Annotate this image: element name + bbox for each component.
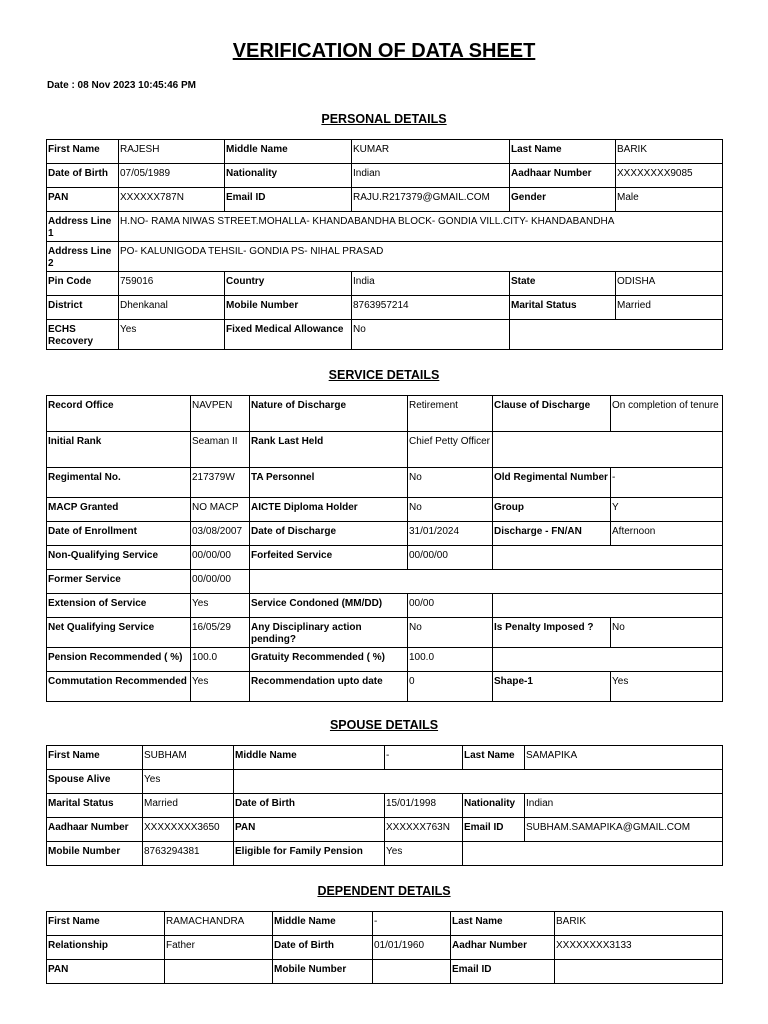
penalty-imposed-label: Is Penalty Imposed ? xyxy=(493,618,611,648)
dob-label: Date of Birth xyxy=(47,164,119,188)
net-qualifying-service-value: 16/05/29 xyxy=(191,618,250,648)
middle-name-label: Middle Name xyxy=(225,140,352,164)
date-of-discharge-value: 31/01/2024 xyxy=(408,522,493,546)
table-row xyxy=(47,546,723,570)
table-row xyxy=(47,242,723,272)
spouse-pan-value: XXXXXX763N xyxy=(385,818,463,842)
dependent-dob-label: Date of Birth xyxy=(273,936,373,960)
spouse-alive-label: Spouse Alive xyxy=(47,770,143,794)
dependent-details-table xyxy=(46,911,723,984)
clause-of-discharge-label: Clause of Discharge xyxy=(493,396,611,432)
service-details-heading: SERVICE DETAILS xyxy=(328,368,440,382)
spouse-middle-name-label: Middle Name xyxy=(234,746,385,770)
echs-recovery-value: Yes xyxy=(119,320,225,350)
date-of-enrollment-value: 03/08/2007 xyxy=(191,522,250,546)
table-row xyxy=(47,960,723,984)
dependent-first-name-label: First Name xyxy=(47,912,165,936)
group-value: Y xyxy=(611,498,723,522)
spouse-last-name-label: Last Name xyxy=(463,746,525,770)
regimental-no-label: Regimental No. xyxy=(47,468,191,498)
group-label: Group xyxy=(493,498,611,522)
table-row xyxy=(47,770,723,794)
spouse-first-name-value: SUBHAM xyxy=(143,746,234,770)
gender-label: Gender xyxy=(510,188,616,212)
spouse-email-label: Email ID xyxy=(463,818,525,842)
table-row xyxy=(47,296,723,320)
dependent-middle-name-label: Middle Name xyxy=(273,912,373,936)
nationality-label: Nationality xyxy=(225,164,352,188)
table-row xyxy=(47,468,723,498)
empty-cell xyxy=(234,770,723,794)
gratuity-recommended-value: 100.0 xyxy=(408,648,493,672)
dependent-details-heading: DEPENDENT DETAILS xyxy=(317,884,451,898)
table-row xyxy=(47,672,723,702)
extension-of-service-value: Yes xyxy=(191,594,250,618)
date-of-discharge-label: Date of Discharge xyxy=(250,522,408,546)
mobile-number-value: 8763957214 xyxy=(352,296,510,320)
table-row xyxy=(47,498,723,522)
spouse-email-value: SUBHAM.SAMAPIKA@GMAIL.COM xyxy=(525,818,723,842)
shape-1-label: Shape-1 xyxy=(493,672,611,702)
generated-date: Date : 08 Nov 2023 10:45:46 PM xyxy=(47,80,196,91)
state-label: State xyxy=(510,272,616,296)
shape-1-value: Yes xyxy=(611,672,723,702)
spouse-marital-status-label: Marital Status xyxy=(47,794,143,818)
empty-cell xyxy=(493,432,723,468)
dependent-mobile-value xyxy=(373,960,451,984)
middle-name-value: KUMAR xyxy=(352,140,510,164)
table-row xyxy=(47,842,723,866)
personal-details-heading: PERSONAL DETAILS xyxy=(321,112,447,126)
dependent-email-value xyxy=(555,960,723,984)
aicte-diploma-value: No xyxy=(408,498,493,522)
record-office-label: Record Office xyxy=(47,396,191,432)
pan-label: PAN xyxy=(47,188,119,212)
table-row xyxy=(47,570,723,594)
mobile-number-label: Mobile Number xyxy=(225,296,352,320)
macp-granted-value: NO MACP xyxy=(191,498,250,522)
marital-status-label: Marital Status xyxy=(510,296,616,320)
spouse-dob-label: Date of Birth xyxy=(234,794,385,818)
initial-rank-label: Initial Rank xyxy=(47,432,191,468)
former-service-value: 00/00/00 xyxy=(191,570,250,594)
aadhaar-label: Aadhaar Number xyxy=(510,164,616,188)
former-service-label: Former Service xyxy=(47,570,191,594)
spouse-nationality-label: Nationality xyxy=(463,794,525,818)
ta-personnel-value: No xyxy=(408,468,493,498)
nationality-value: Indian xyxy=(352,164,510,188)
nature-of-discharge-value: Retirement xyxy=(408,396,493,432)
first-name-label: First Name xyxy=(47,140,119,164)
last-name-value: BARIK xyxy=(616,140,723,164)
table-row xyxy=(47,140,723,164)
gender-value: Male xyxy=(616,188,723,212)
country-value: India xyxy=(352,272,510,296)
table-row xyxy=(47,746,723,770)
pin-code-label: Pin Code xyxy=(47,272,119,296)
table-row xyxy=(47,594,723,618)
district-label: District xyxy=(47,296,119,320)
dependent-last-name-label: Last Name xyxy=(451,912,555,936)
marital-status-value: Married xyxy=(616,296,723,320)
echs-recovery-label: ECHS Recovery xyxy=(47,320,119,350)
spouse-pan-label: PAN xyxy=(234,818,385,842)
empty-cell xyxy=(510,320,723,350)
table-row xyxy=(47,618,723,648)
table-row xyxy=(47,320,723,350)
spouse-details-heading: SPOUSE DETAILS xyxy=(329,718,439,732)
table-row xyxy=(47,794,723,818)
spouse-nationality-value: Indian xyxy=(525,794,723,818)
table-row xyxy=(47,164,723,188)
ta-personnel-label: TA Personnel xyxy=(250,468,408,498)
non-qualifying-service-value: 00/00/00 xyxy=(191,546,250,570)
table-row xyxy=(47,212,723,242)
dependent-middle-name-value: - xyxy=(373,912,451,936)
table-row xyxy=(47,936,723,960)
table-row xyxy=(47,648,723,672)
recommendation-upto-date-label: Recommendation upto date xyxy=(250,672,408,702)
spouse-last-name-value: SAMAPIKA xyxy=(525,746,723,770)
rank-last-held-value: Chief Petty Officer xyxy=(408,432,493,468)
address-line-1-value: H.NO- RAMA NIWAS STREET.MOHALLA- KHANDABANDHA BLOCK- GONDIA VILL.CITY- KHANDABANDHA xyxy=(119,212,723,242)
rank-last-held-label: Rank Last Held xyxy=(250,432,408,468)
first-name-value: RAJESH xyxy=(119,140,225,164)
forfeited-service-label: Forfeited Service xyxy=(250,546,408,570)
email-label: Email ID xyxy=(225,188,352,212)
disciplinary-action-label: Any Disciplinary action pending? xyxy=(250,618,408,648)
old-regimental-number-value: - xyxy=(611,468,723,498)
pension-recommended-value: 100.0 xyxy=(191,648,250,672)
table-row xyxy=(47,818,723,842)
personal-details-table xyxy=(46,139,723,350)
email-value: RAJU.R217379@GMAIL.COM xyxy=(352,188,510,212)
empty-cell xyxy=(250,570,723,594)
spouse-marital-status-value: Married xyxy=(143,794,234,818)
table-row xyxy=(47,396,723,432)
address-line-2-value: PO- KALUNIGODA TEHSIL- GONDIA PS- NIHAL PRASAD xyxy=(119,242,723,272)
record-office-value: NAVPEN xyxy=(191,396,250,432)
recommendation-upto-date-value: 0 xyxy=(408,672,493,702)
empty-cell xyxy=(493,648,723,672)
macp-granted-label: MACP Granted xyxy=(47,498,191,522)
spouse-mobile-label: Mobile Number xyxy=(47,842,143,866)
dependent-aadhar-value: XXXXXXXX3133 xyxy=(555,936,723,960)
spouse-first-name-label: First Name xyxy=(47,746,143,770)
discharge-fn-an-label: Discharge - FN/AN xyxy=(493,522,611,546)
family-pension-value: Yes xyxy=(385,842,463,866)
extension-of-service-label: Extension of Service xyxy=(47,594,191,618)
spouse-middle-name-value: - xyxy=(385,746,463,770)
disciplinary-action-value: No xyxy=(408,618,493,648)
pan-value: XXXXXX787N xyxy=(119,188,225,212)
family-pension-label: Eligible for Family Pension xyxy=(234,842,385,866)
spouse-alive-value: Yes xyxy=(143,770,234,794)
forfeited-service-value: 00/00/00 xyxy=(408,546,493,570)
table-row xyxy=(47,272,723,296)
spouse-details-table xyxy=(46,745,723,866)
dependent-last-name-value: BARIK xyxy=(555,912,723,936)
state-value: ODISHA xyxy=(616,272,723,296)
spouse-aadhaar-label: Aadhaar Number xyxy=(47,818,143,842)
district-value: Dhenkanal xyxy=(119,296,225,320)
discharge-fn-an-value: Afternoon xyxy=(611,522,723,546)
last-name-label: Last Name xyxy=(510,140,616,164)
document-title: VERIFICATION OF DATA SHEET xyxy=(232,40,536,62)
dependent-first-name-value: RAMACHANDRA xyxy=(165,912,273,936)
dependent-pan-label: PAN xyxy=(47,960,165,984)
regimental-no-value: 217379W xyxy=(191,468,250,498)
service-condoned-label: Service Condoned (MM/DD) xyxy=(250,594,408,618)
empty-cell xyxy=(463,842,723,866)
nature-of-discharge-label: Nature of Discharge xyxy=(250,396,408,432)
service-condoned-value: 00/00 xyxy=(408,594,493,618)
dependent-dob-value: 01/01/1960 xyxy=(373,936,451,960)
clause-of-discharge-value: On completion of tenure xyxy=(611,396,723,432)
table-row xyxy=(47,432,723,468)
table-row xyxy=(47,188,723,212)
dependent-email-label: Email ID xyxy=(451,960,555,984)
empty-cell xyxy=(493,594,723,618)
dob-value: 07/05/1989 xyxy=(119,164,225,188)
table-row xyxy=(47,522,723,546)
aicte-diploma-label: AICTE Diploma Holder xyxy=(250,498,408,522)
dependent-pan-value xyxy=(165,960,273,984)
initial-rank-value: Seaman II xyxy=(191,432,250,468)
aadhaar-value: XXXXXXXX9085 xyxy=(616,164,723,188)
pension-recommended-label: Pension Recommended ( %) xyxy=(47,648,191,672)
non-qualifying-service-label: Non-Qualifying Service xyxy=(47,546,191,570)
dependent-aadhar-label: Aadhar Number xyxy=(451,936,555,960)
commutation-recommended-value: Yes xyxy=(191,672,250,702)
date-of-enrollment-label: Date of Enrollment xyxy=(47,522,191,546)
old-regimental-number-label: Old Regimental Number xyxy=(493,468,611,498)
gratuity-recommended-label: Gratuity Recommended ( %) xyxy=(250,648,408,672)
fixed-medical-allowance-value: No xyxy=(352,320,510,350)
relationship-value: Father xyxy=(165,936,273,960)
spouse-aadhaar-value: XXXXXXXX3650 xyxy=(143,818,234,842)
country-label: Country xyxy=(225,272,352,296)
penalty-imposed-value: No xyxy=(611,618,723,648)
dependent-mobile-label: Mobile Number xyxy=(273,960,373,984)
service-details-table xyxy=(46,395,723,702)
commutation-recommended-label: Commutation Recommended xyxy=(47,672,191,702)
relationship-label: Relationship xyxy=(47,936,165,960)
address-line-1-label: Address Line 1 xyxy=(47,212,119,242)
table-row xyxy=(47,912,723,936)
spouse-mobile-value: 8763294381 xyxy=(143,842,234,866)
address-line-2-label: Address Line 2 xyxy=(47,242,119,272)
spouse-dob-value: 15/01/1998 xyxy=(385,794,463,818)
pin-code-value: 759016 xyxy=(119,272,225,296)
fixed-medical-allowance-label: Fixed Medical Allowance xyxy=(225,320,352,350)
empty-cell xyxy=(493,546,723,570)
net-qualifying-service-label: Net Qualifying Service xyxy=(47,618,191,648)
